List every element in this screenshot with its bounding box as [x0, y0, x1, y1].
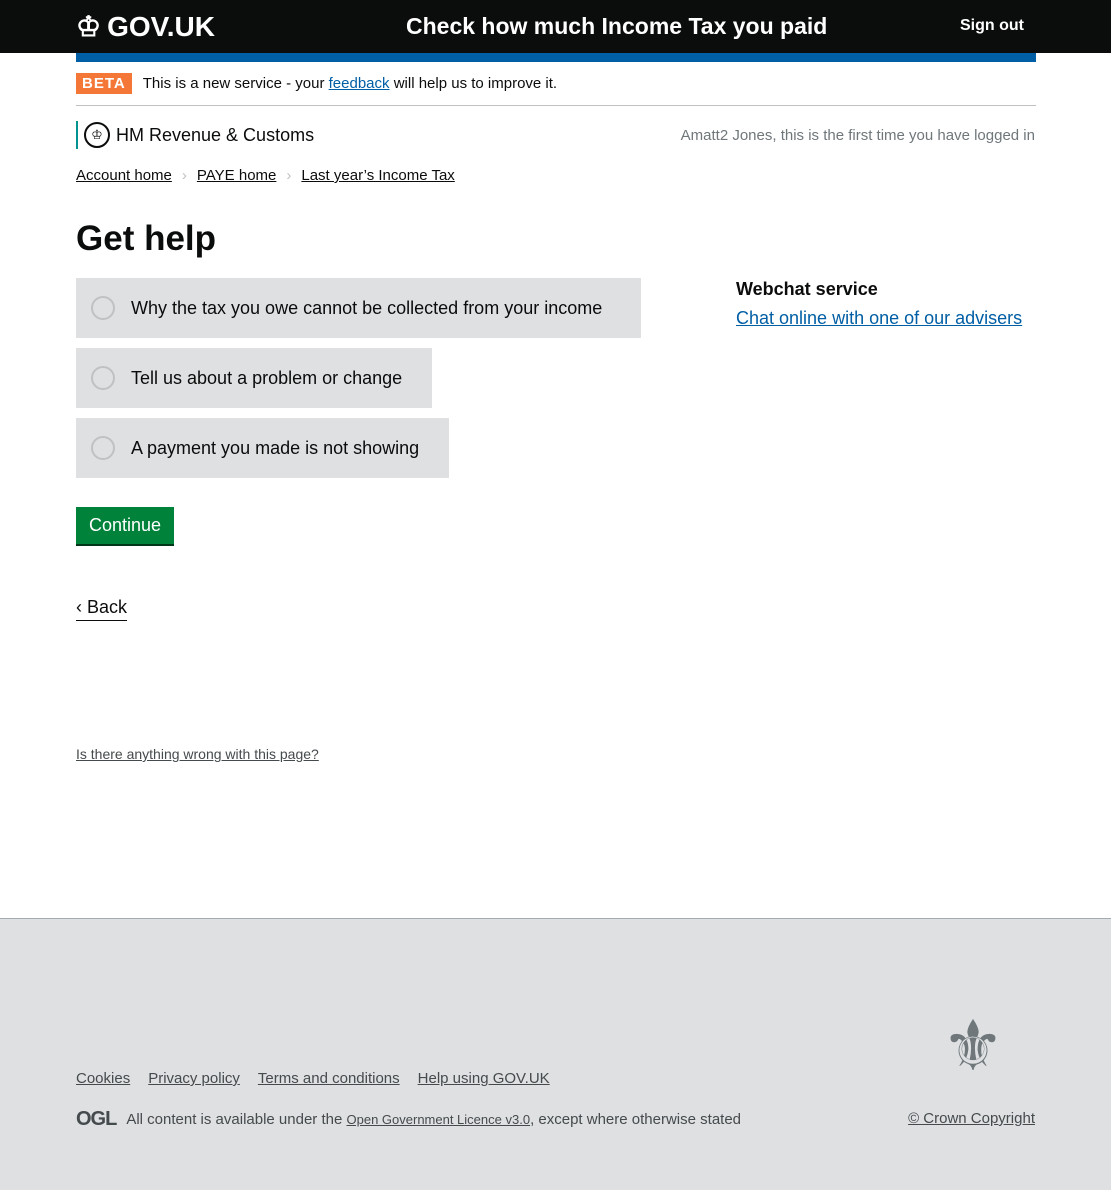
- radio-option-payment-not-showing[interactable]: [76, 418, 449, 478]
- breadcrumb-account-home[interactable]: Account home: [76, 167, 172, 184]
- back-label: Back: [87, 597, 128, 617]
- breadcrumb: [76, 167, 455, 184]
- footer-links: [76, 1070, 550, 1087]
- footer-link-privacy[interactable]: Privacy policy: [148, 1070, 240, 1087]
- radio-option-problem-change[interactable]: [76, 348, 432, 408]
- radio-button[interactable]: [91, 296, 115, 320]
- crown-icon: ♔: [76, 11, 102, 42]
- beta-tag: BETA: [76, 73, 132, 94]
- option-label: Why the tax you owe cannot be collected from your income: [131, 297, 603, 318]
- sign-out-link[interactable]: Sign out: [960, 17, 1024, 34]
- ogl-link[interactable]: Open Government Licence v3.0: [346, 1112, 531, 1127]
- beta-text-end: will help us to improve it.: [393, 75, 558, 92]
- chevron-right-icon: ›: [286, 167, 292, 184]
- govuk-logo-link[interactable]: [76, 10, 215, 43]
- feedback-link[interactable]: feedback: [328, 75, 390, 92]
- service-name[interactable]: Check how much Income Tax you paid: [406, 13, 828, 39]
- chevron-left-icon: ‹: [76, 597, 87, 617]
- webchat-panel: [736, 279, 1022, 329]
- radio-button[interactable]: [91, 436, 115, 460]
- footer: [0, 918, 1111, 1190]
- option-label: A payment you made is not showing: [131, 437, 420, 458]
- back-link[interactable]: [76, 597, 127, 621]
- logo-text: GOV.UK: [107, 10, 215, 42]
- radio-button[interactable]: [91, 366, 115, 390]
- hmrc-brand: [76, 121, 314, 149]
- beta-text: This is a new service - your: [142, 75, 325, 92]
- ogl-logo-icon: OGL: [76, 1108, 117, 1130]
- footer-link-terms[interactable]: Terms and conditions: [257, 1070, 400, 1087]
- webchat-link[interactable]: Chat online with one of our advisers: [736, 308, 1023, 328]
- page-title: Get help: [76, 219, 217, 258]
- header-bar: [76, 53, 1036, 62]
- footer-link-cookies[interactable]: Cookies: [76, 1070, 131, 1087]
- divider: [76, 105, 1036, 106]
- option-label: Tell us about a problem or change: [131, 367, 403, 388]
- webchat-heading: Webchat service: [736, 279, 878, 299]
- footer-link-help[interactable]: Help using GOV.UK: [417, 1070, 550, 1087]
- licence: [76, 1108, 741, 1131]
- chevron-right-icon: ›: [181, 167, 187, 184]
- continue-button[interactable]: Continue: [76, 507, 174, 544]
- user-login-info: Amatt2 Jones, this is the first time you have logged in: [680, 127, 1035, 144]
- licence-text-end: , except where otherwise stated: [530, 1111, 742, 1128]
- breadcrumb-paye-home[interactable]: PAYE home: [196, 167, 277, 184]
- licence-text: All content is available under the: [126, 1111, 343, 1128]
- crown-copyright-link[interactable]: © Crown Copyright: [908, 1110, 1035, 1127]
- beta-banner: [76, 73, 557, 94]
- radio-option-cannot-collect[interactable]: [76, 278, 641, 338]
- hmrc-name: HM Revenue & Customs: [116, 124, 315, 145]
- hmrc-crest-icon: ♔: [84, 122, 110, 148]
- royal-coat-of-arms-icon: ⚜: [941, 1007, 1005, 1085]
- report-problem-link[interactable]: Is there anything wrong with this page?: [76, 746, 319, 762]
- header: [0, 0, 1111, 53]
- breadcrumb-last-year[interactable]: Last year’s Income Tax: [301, 167, 455, 184]
